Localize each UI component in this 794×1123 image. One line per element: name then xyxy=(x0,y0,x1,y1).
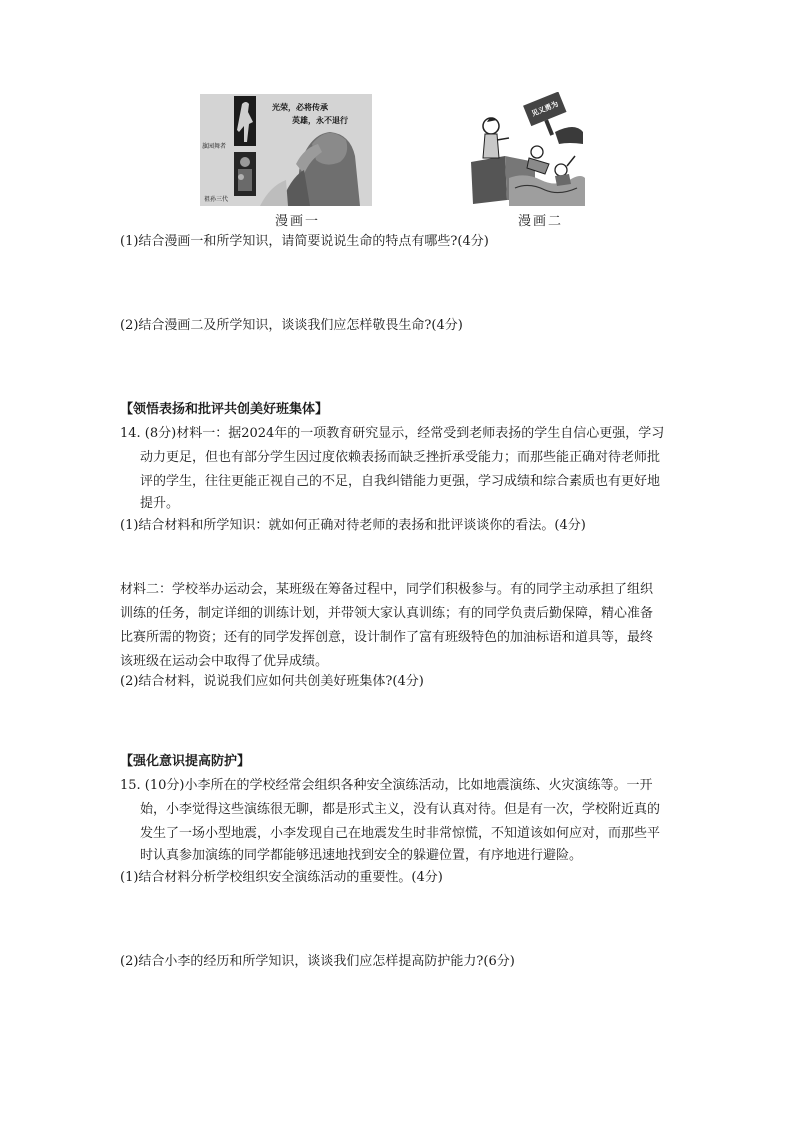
q15-subquestion-2: (2)结合小李的经历和所学知识，谈谈我们应怎样提高防护能力?(6分) xyxy=(120,954,515,969)
comic-1-label-top: 旗园舞者 xyxy=(202,143,227,150)
q14-material-2-line-2: 训练的任务，制定详细的训练计划，并带领大家认真训练；有的同学负责后勤保障，精心准备 xyxy=(120,606,654,621)
comic-1-label-bottom: 祖孙三代 xyxy=(204,196,229,203)
q14-text-line-4: 提升。 xyxy=(140,496,180,511)
q13-subquestion-2: (2)结合漫画二及所学知识，谈谈我们应怎样敬畏生命?(4分) xyxy=(120,318,463,333)
q13-subquestion-1: (1)结合漫画一和所学知识，请简要说说生命的特点有哪些?(4分) xyxy=(120,234,489,249)
comic-2-caption: 漫画二 xyxy=(518,214,564,229)
q14-text-line-2: 动力更足，但也有部分学生因过度依赖表扬而缺乏挫折承受能力；而那些能正确对待老师批 xyxy=(140,450,661,465)
q14-subquestion-1: (1)结合材料和所学知识：就如何正确对待老师的表扬和批评谈谈你的看法。(4分) xyxy=(120,518,586,533)
q15-text-line-4: 时认真参加演练的同学都能够迅速地找到安全的躲避位置，有序地进行避险。 xyxy=(140,848,583,863)
q14-subquestion-2: (2)结合材料，说说我们应如何共创美好班集体?(4分) xyxy=(120,674,424,689)
comic-1-image xyxy=(200,94,372,206)
q14-material-2-line-1: 材料二：学校举办运动会，某班级在筹备过程中，同学们积极参与。有的同学主动承担了组织 xyxy=(120,582,654,597)
q15-text-line-3: 发生了一场小型地震，小李发现自己在地震发生时非常惊慌，不知道该如何应对，而那些平 xyxy=(140,826,661,841)
q14-material-2-line-3: 比赛所需的物资；还有的同学发挥创意，设计制作了富有班级特色的加油标语和道具等，最终 xyxy=(120,630,654,645)
comic-2-illustration xyxy=(465,92,585,206)
q14-text-line-3: 评的学生，往往更能正视自己的不足，自我纠错能力更强，学习成绩和综合素质也有更好地 xyxy=(140,474,661,489)
q15-text-line-2: 始，小李觉得这些演练很无聊，都是形式主义，没有认真对待。但是有一次，学校附近真的 xyxy=(140,802,661,817)
q14-text-line-1: 14. (8分)材料一：据2024年的一项教育研究显示，经常受到老师表扬的学生自信心更强，学习 xyxy=(120,426,665,441)
section-14-heading: 【领悟表扬和批评共创美好班集体】 xyxy=(120,402,329,417)
comic-1-slogan-line-1: 光荣，必将传承 xyxy=(272,103,328,112)
comic-2-image xyxy=(465,92,585,206)
comic-2-sign-text: 见义勇为 xyxy=(530,100,560,118)
q15-text-line-1: 15. (10分)小李所在的学校经常会组织各种安全演练活动，比如地震演练、火灾演练等。一开 xyxy=(120,778,653,793)
q15-subquestion-1: (1)结合材料分析学校组织安全演练活动的重要性。(4分) xyxy=(120,870,443,885)
section-15-heading: 【强化意识提高防护】 xyxy=(120,754,251,769)
comic-1-slogan-line-2: 英雄，永不退行 xyxy=(292,116,348,125)
comic-1-caption: 漫画一 xyxy=(275,214,321,229)
q14-material-2-line-4: 该班级在运动会中取得了优异成绩。 xyxy=(120,654,329,669)
